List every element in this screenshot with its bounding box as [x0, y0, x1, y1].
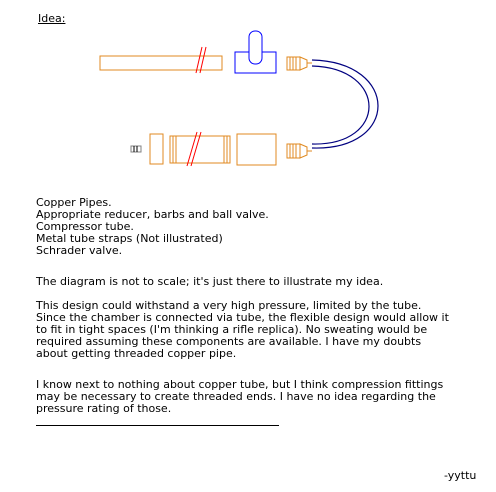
ball-valve: [235, 31, 276, 73]
list-item: Metal tube straps (Not illustrated): [36, 232, 223, 245]
paragraph-line: to fit in tight spaces (I'm thinking a rifle replica). No sweating would be: [36, 323, 428, 336]
end-cap-fitting: [237, 134, 276, 165]
signature: -yyttu: [444, 469, 477, 482]
paragraph-line: I know next to nothing about copper tube, but I think compression fittings: [36, 378, 444, 391]
paragraph-line: Since the chamber is connected via tube, the flexible design would allow it: [36, 311, 449, 324]
fittings-paragraph: [36, 379, 443, 415]
paragraph-line: This design could withstand a very high pressure, limited by the tube.: [36, 299, 422, 312]
list-item: Copper Pipes.: [36, 196, 112, 209]
list-item: Schrader valve.: [36, 244, 123, 257]
paragraph-line: required assuming these components are available. I have my doubts: [36, 335, 422, 348]
pipe-diagram: [0, 0, 496, 200]
paragraph-line: may be necessary to create threaded ends. I have no idea regarding the: [36, 390, 436, 403]
list-item: Appropriate reducer, barbs and ball valve.: [36, 208, 269, 221]
chamber-copper-pipe: [170, 136, 230, 163]
top-barb-fitting: [287, 57, 312, 70]
paragraph-line: The diagram is not to scale; it's just there to illustrate my idea.: [36, 275, 384, 288]
bottom-barb-fitting: [287, 144, 312, 158]
compressor-tube: [312, 60, 378, 148]
pressure-paragraph: [36, 300, 449, 360]
list-item: Compressor tube.: [36, 220, 134, 233]
chamber-pipe-break-mark: [187, 132, 201, 166]
paragraph-line: about getting threaded copper pipe.: [36, 347, 237, 360]
divider-line: [36, 425, 279, 426]
top-pipe-break-mark: [196, 47, 206, 73]
paragraph-line: pressure rating of those.: [36, 402, 172, 415]
parts-list: [36, 197, 269, 257]
page-heading: Idea:: [38, 12, 66, 25]
reducer-fitting: [150, 134, 163, 164]
schrader-valve: [131, 146, 141, 152]
scale-note-paragraph: [36, 276, 383, 288]
